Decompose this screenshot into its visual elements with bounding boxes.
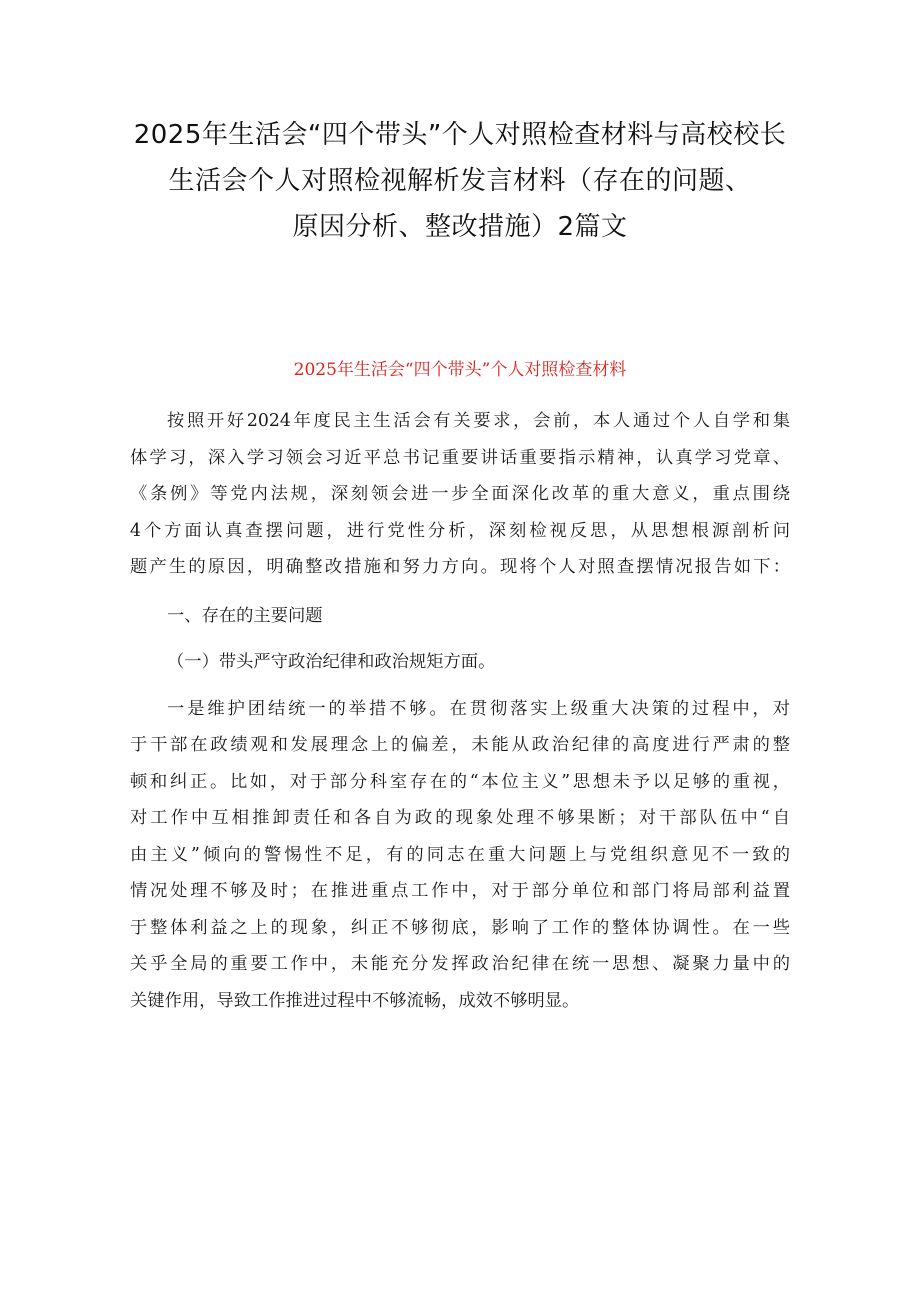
title-line-3: 原因分析、整改措施）2篇文 <box>292 212 628 242</box>
title-line-1: 2025年生活会“四个带头”个人对照检查材料与高校校长 <box>133 120 787 150</box>
point-line: 情况处理不够及时；在推进重点工作中，对于部分单位和部门将局部利益置 <box>130 881 790 901</box>
heading-existing-problems: 一、存在的主要问题 <box>167 605 323 626</box>
document-title <box>110 112 810 250</box>
section-heading: 2025年生活会“四个带头”个人对照检查材料 <box>293 360 627 380</box>
point-line: 顿和纠正。比如，对于部分科室存在的“本位主义”思想未予以足够的重视， <box>130 771 790 792</box>
intro-line: 按照开好2024年度民主生活会有关要求，会前，本人通过个人自学和集 <box>167 411 790 431</box>
point-line: 关乎全局的重要工作中，未能充分发挥政治纪律在统一思想、凝聚力量中的 <box>130 954 790 974</box>
point-line: 关键作用，导致工作推进过程中不够流畅，成效不够明显。 <box>130 990 580 1011</box>
point-line: 对工作中互相推卸责任和各自为政的现象处理不够果断；对干部队伍中“自 <box>130 808 790 828</box>
document-body <box>130 403 790 1019</box>
intro-paragraph <box>130 403 790 586</box>
point-line: 于整体利益之上的现象，纠正不够彻底，影响了工作的整体协调性。在一些 <box>130 917 790 938</box>
point-1-paragraph <box>130 691 790 1020</box>
heading-political-discipline: （一）带头严守政治纪律和政治规矩方面。 <box>167 652 496 672</box>
point-line: 于干部在政绩观和发展理念上的偏差，未能从政治纪律的高度进行严肃的整 <box>130 735 790 755</box>
intro-line: 体学习，深入学习领会习近平总书记重要讲话重要指示精神，认真学习党章、 <box>130 447 790 468</box>
title-line-2: 生活会个人对照检视解析发言材料（存在的问题、 <box>168 166 752 196</box>
intro-line: 4个方面认真查摆问题，进行党性分析，深刻检视反思，从思想根源剖析问 <box>130 520 790 541</box>
intro-line: 题产生的原因，明确整改措施和努力方向。现将个人对照查摆情况报告如下： <box>130 557 790 577</box>
intro-line: 《条例》等党内法规，深刻领会进一步全面深化改革的重大意义，重点围绕 <box>130 484 790 504</box>
point-line: 一是维护团结统一的举措不够。在贯彻落实上级重大决策的过程中，对 <box>167 698 790 719</box>
point-line: 由主义”倾向的警惕性不足，有的同志在重大问题上与党组织意见不一致的 <box>130 844 790 865</box>
